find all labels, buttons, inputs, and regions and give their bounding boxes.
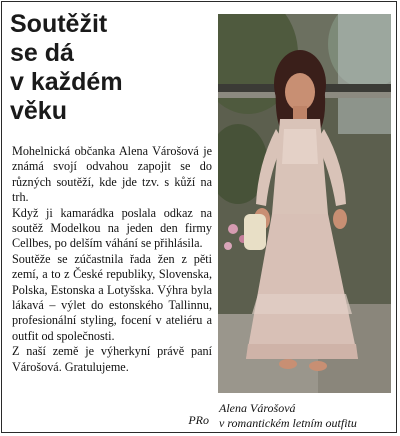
headline-line-3: v každém [10,68,123,96]
caption-line-2: v romantickém letním outfitu [219,415,357,430]
paragraph-2: Když ji kamarádka poslala odkaz na soutěž Modelkou na jeden den firmy Cellbes, po delším váhání se přihlásila. [12,205,212,251]
paragraph-1: Mohelnická občanka Alena Várošová je známá svojí odvahou zapojit se do různých soutěží, kde jde tzv. s kůží na trh. [12,144,212,205]
photo-illustration [218,14,391,393]
headline [10,10,210,126]
photo-caption [219,401,394,430]
article-body [12,144,212,375]
paragraph-3: Soutěže se zúčastnila řada žen z pěti zemí, a to z České republiky, Slovenska, Polska, Estonska a Lotyšska. Výhra byla lákavá – výlet do estonského Tallinnu, profesionální styling, focení v ateliéru a outfit od společnosti. [12,251,212,343]
headline-line-2: se dá [10,39,74,67]
headline-line-1: Soutěžit [10,10,108,38]
author-byline: PRo [188,413,209,427]
photo-woman-in-dress [218,14,391,393]
caption-line-1: Alena Várošová [219,401,296,415]
paragraph-4: Z naší země je výherkyní právě paní Várošová. Gratulujeme. [12,344,212,374]
headline-line-4: věku [10,97,67,125]
